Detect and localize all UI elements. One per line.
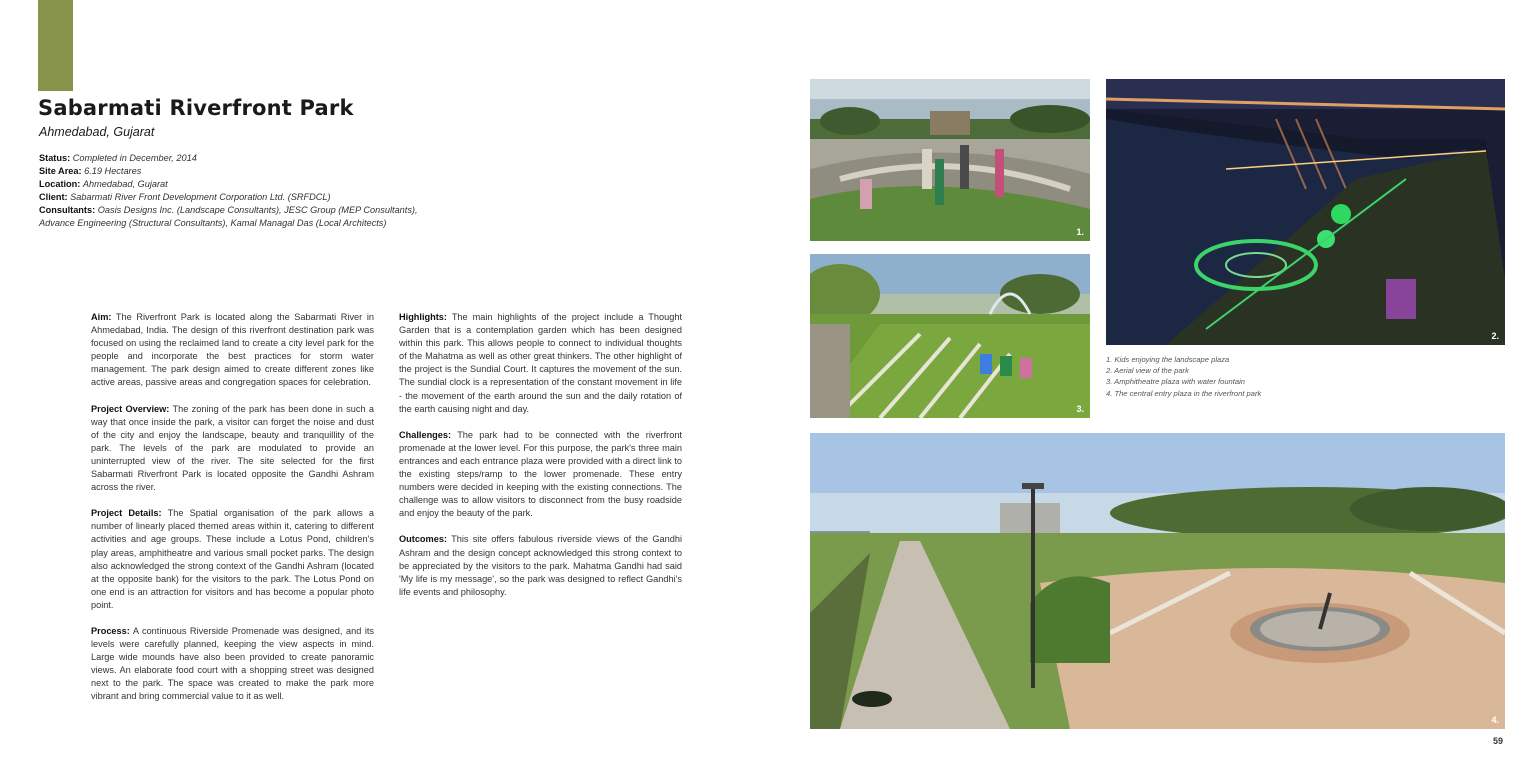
process-paragraph: Process: A continuous Riverside Promenade was designed, and its levels were carefully planned, keeping the view aspects in mind. Large wide mounds have also been provided to create panoramic views. An elaborate food court with a shopping street was designed next to the park. The space was created to make the park more vibrant and bring commercial value to it as well. [91, 625, 375, 702]
page-title: Sabarmati Riverfront Park [38, 96, 354, 120]
text-column-right [399, 311, 682, 612]
highlights-paragraph: Highlights: The main highlights of the project include a Thought Garden that is a contemplation garden which has been designed within this park. This allows people to connect to individual thoughts of the Mahatma as well as other great thinkers. The other highlight of the project is the Sundial Court. It captures the movement of the sun. The sundial clock is a representation of the constant movement in life - the movement of the earth around the sun and the daily rotation of the earth causing night and day. [399, 312, 683, 414]
caption-item: 3. Amphitheatre plaza with water fountain [1106, 377, 1246, 387]
details-paragraph: Project Details: The Spatial organisation of the park allows a number of linearly placed themed areas within it, catering to different activities and age groups. These include a Lotus Pond, children's play areas, amphitheatre and various small pocket parks. The design also acknowledged the strong context of the Gandhi Ashram (located at the opposite bank) for the visitors to the park. The Lotus Pond on one end is an attraction for visitors and has become a popular photo point. [91, 508, 374, 610]
outcomes-paragraph: Outcomes: This site offers fabulous riverside views of the Gandhi Ashram and the design concept acknowledged this strong context to be appreciated by the visitors to the park. Mahatma Gandhi had said 'My life is my message', so the park was designed to reflect Gandhi's life events and philosophy. [399, 534, 683, 597]
photo-kids-plaza [810, 79, 1090, 241]
location-subtitle: Ahmedabad, Gujarat [39, 125, 155, 139]
meta-site-area: Site Area: 6.19 Hectares [39, 166, 142, 176]
accent-bar [38, 0, 73, 91]
photo-number: 2. [1491, 331, 1499, 341]
photo-number: 3. [1076, 404, 1084, 414]
challenges-paragraph: Challenges: The park had to be connected with the riverfront promenade at the lower level. For this purpose, the park's three main entrances and each entrance plaza were provided with a direct link to the existing steps/ramp to the lower promenade. These entry numbers were decided in keeping with the existing connections. The challenge was to allow visitors to disconnect from the busy roadside and enjoy the beauty of the park. [399, 429, 683, 519]
overview-paragraph: Project Overview: The zoning of the park has been done in such a way that once inside the park, a visitor can forget the noise and dust of the city and enjoy the landscape, beauty and tranquillity of the park. The levels of the park are modulated to provide an uninterrupted view of the river. The site selected for the first Sabarmati Riverfront Park is located opposite the Gandhi Ashram across the river. [91, 403, 374, 493]
meta-location: Location: Ahmedabad, Gujarat [39, 179, 168, 189]
caption-item: 1. Kids enjoying the landscape plaza [1106, 355, 1230, 364]
meta-consultants-cont: Advance Engineering (Structural Consultants), Kamal Managal Das (Local Architects) [39, 218, 387, 228]
page-number: 59 [1493, 736, 1504, 746]
project-meta [39, 152, 459, 230]
text-column-left [91, 311, 374, 717]
photo-aerial-night [1106, 79, 1505, 345]
photo-captions [1106, 354, 1261, 399]
meta-client: Client: Sabarmati River Front Development Corporation Ltd. (SRFDCL) [39, 192, 331, 202]
photo-central-plaza [810, 433, 1505, 729]
photo-number: 4. [1491, 715, 1499, 725]
meta-status: Status: Completed in December, 2014 [39, 153, 197, 163]
caption-item: 2. Aerial view of the park [1106, 366, 1189, 376]
photo-amphitheatre [810, 254, 1090, 418]
meta-consultants: Consultants: Oasis Designs Inc. (Landscape Consultants), JESC Group (MEP Consultants), [39, 205, 418, 215]
caption-item: 4. The central entry plaza in the riverfront park [1106, 388, 1262, 398]
photo-number: 1. [1076, 227, 1084, 237]
aim-paragraph: Aim: The Riverfront Park is located along the Sabarmati River in Ahmedabad, India. The design of this riverfront destination park was focused on using the reclaimed land to create a city level park for the people and incorporate the best practices for storm water management. The park design aimed to create different zones like active areas, passive areas and congregation spaces for celebration. [91, 312, 375, 388]
